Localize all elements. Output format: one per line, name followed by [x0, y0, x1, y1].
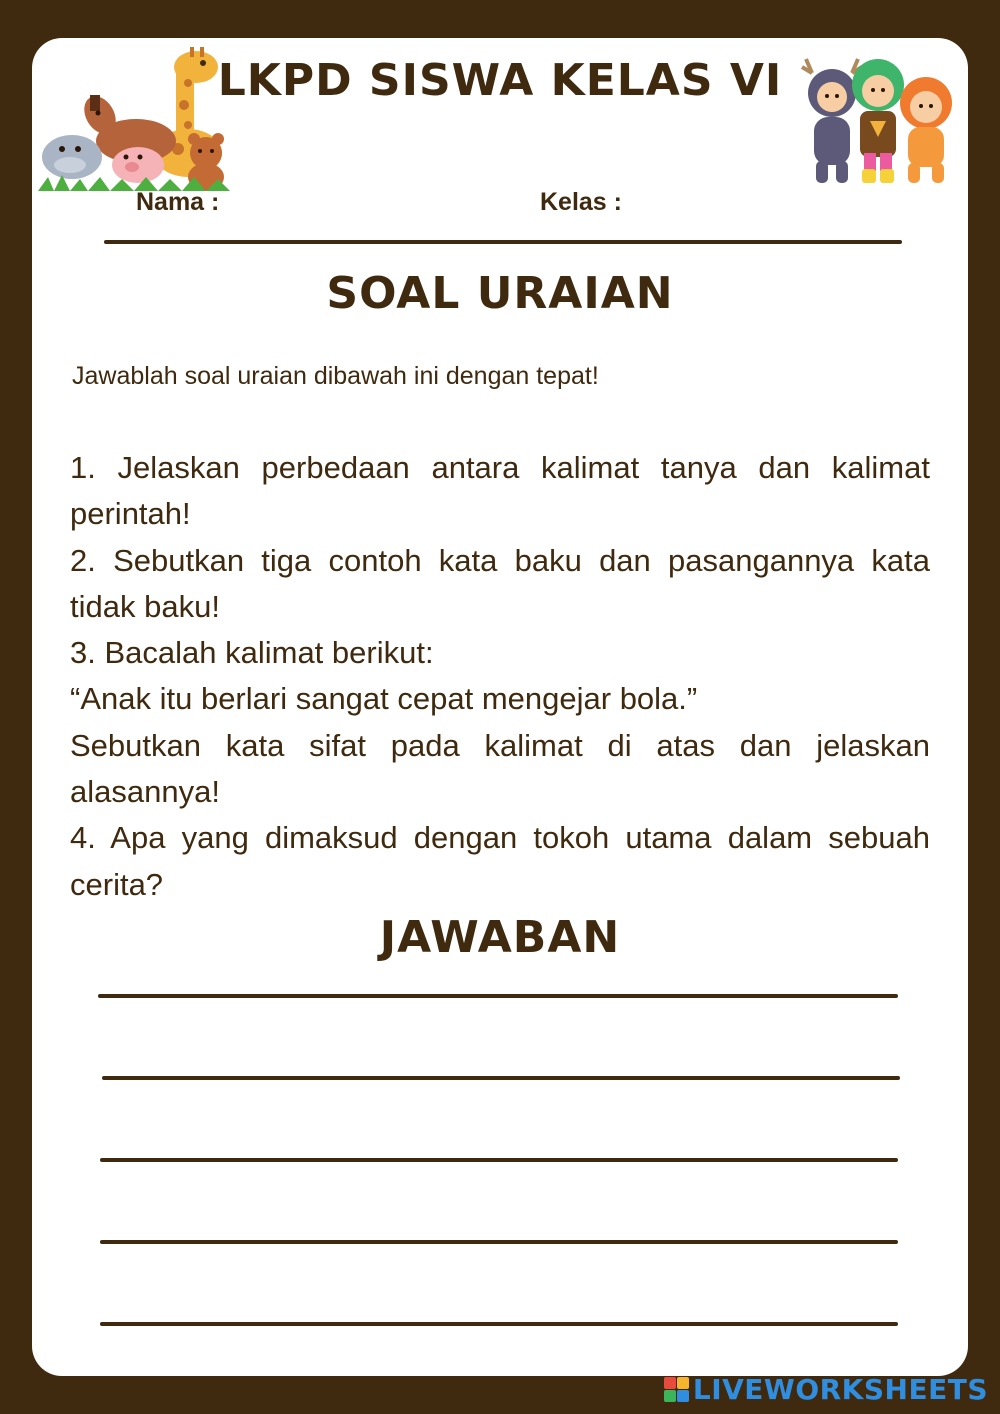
answer-heading: JAWABAN — [379, 912, 621, 963]
watermark-text: LIVEWORKSHEETS — [692, 1373, 988, 1406]
question-3-quote: “Anak itu berlari sangat cepat mengejar bola.” — [70, 681, 698, 717]
instruction-text: Jawablah soal uraian dibawah ini dengan tepat! — [72, 362, 599, 390]
question-1: 1. Jelaskan perbedaan antara kalimat tanya dan kalimat perintah! — [70, 450, 930, 532]
class-label: Kelas : — [540, 188, 622, 216]
name-label: Nama : — [136, 188, 220, 216]
answer-line[interactable] — [98, 994, 898, 998]
page-title: LKPD SISWA KELAS VI — [217, 55, 783, 106]
question-3-task: Sebutkan kata sifat pada kalimat di atas dan jelaskan alasannya! — [70, 727, 930, 810]
question-2: 2. Sebutkan tiga contoh kata baku dan pasangannya kata tidak baku! — [70, 542, 930, 624]
header-divider — [104, 240, 902, 244]
question-3: 3. Bacalah kalimat berikut: — [70, 635, 434, 671]
section-heading: SOAL URAIAN — [326, 268, 674, 319]
questions-list — [70, 445, 930, 908]
watermark — [664, 1373, 988, 1406]
question-4: 4. Apa yang dimaksud dengan tokoh utama dalam sebuah cerita? — [70, 820, 930, 902]
liveworksheets-logo-icon — [664, 1377, 689, 1402]
answer-line[interactable] — [100, 1158, 898, 1162]
answer-line[interactable] — [102, 1076, 900, 1080]
answer-line[interactable] — [100, 1322, 898, 1326]
answer-line[interactable] — [100, 1240, 898, 1244]
